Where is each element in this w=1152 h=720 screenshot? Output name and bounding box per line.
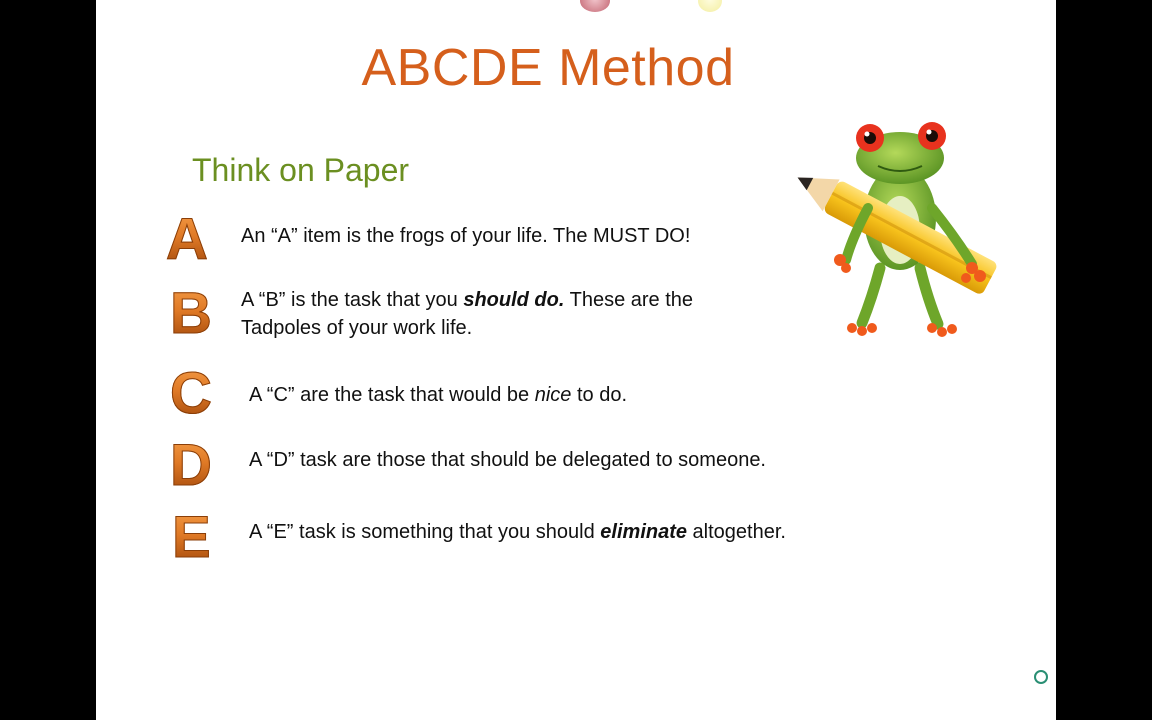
row-text-b xyxy=(241,286,693,342)
pointer-indicator-icon xyxy=(698,0,722,12)
letter-e: E xyxy=(172,505,211,570)
row-text-emphasis: eliminate xyxy=(600,521,687,543)
slide xyxy=(96,0,1056,720)
row-text-e xyxy=(249,518,786,546)
letter-c: C xyxy=(170,361,212,426)
row-text-emphasis: nice xyxy=(534,384,572,406)
row-text-emphasis: should do. xyxy=(463,289,565,311)
record-indicator-icon xyxy=(580,0,610,12)
row-text-segment: These are the xyxy=(564,289,694,311)
frog-with-pencil-icon xyxy=(760,118,1026,342)
row-text-segment: to do. xyxy=(571,384,628,406)
slide-title: ABCDE Method xyxy=(361,39,735,97)
row-text-segment: A “B” is the task that you xyxy=(241,289,464,311)
row-text-a xyxy=(241,222,690,250)
row-text-c xyxy=(249,381,627,409)
row-text-segment: A “E” task is something that you should xyxy=(249,521,601,543)
row-text-segment: altogether. xyxy=(687,521,786,543)
recording-status-icon xyxy=(1034,670,1048,684)
row-text-segment: A “D” task are those that should be delegated to someone. xyxy=(249,449,766,471)
row-text-segment: A “C” are the task that would be xyxy=(249,384,535,406)
letter-d: D xyxy=(170,433,212,498)
row-text-line2: Tadpoles of your work life. xyxy=(241,317,473,339)
slide-subtitle: Think on Paper xyxy=(192,152,410,188)
letter-a: A xyxy=(166,207,208,272)
row-text-segment: An “A” item is the frogs of your life. The MUST DO! xyxy=(241,225,691,247)
row-text-d xyxy=(249,446,766,474)
letter-b: B xyxy=(170,281,212,346)
